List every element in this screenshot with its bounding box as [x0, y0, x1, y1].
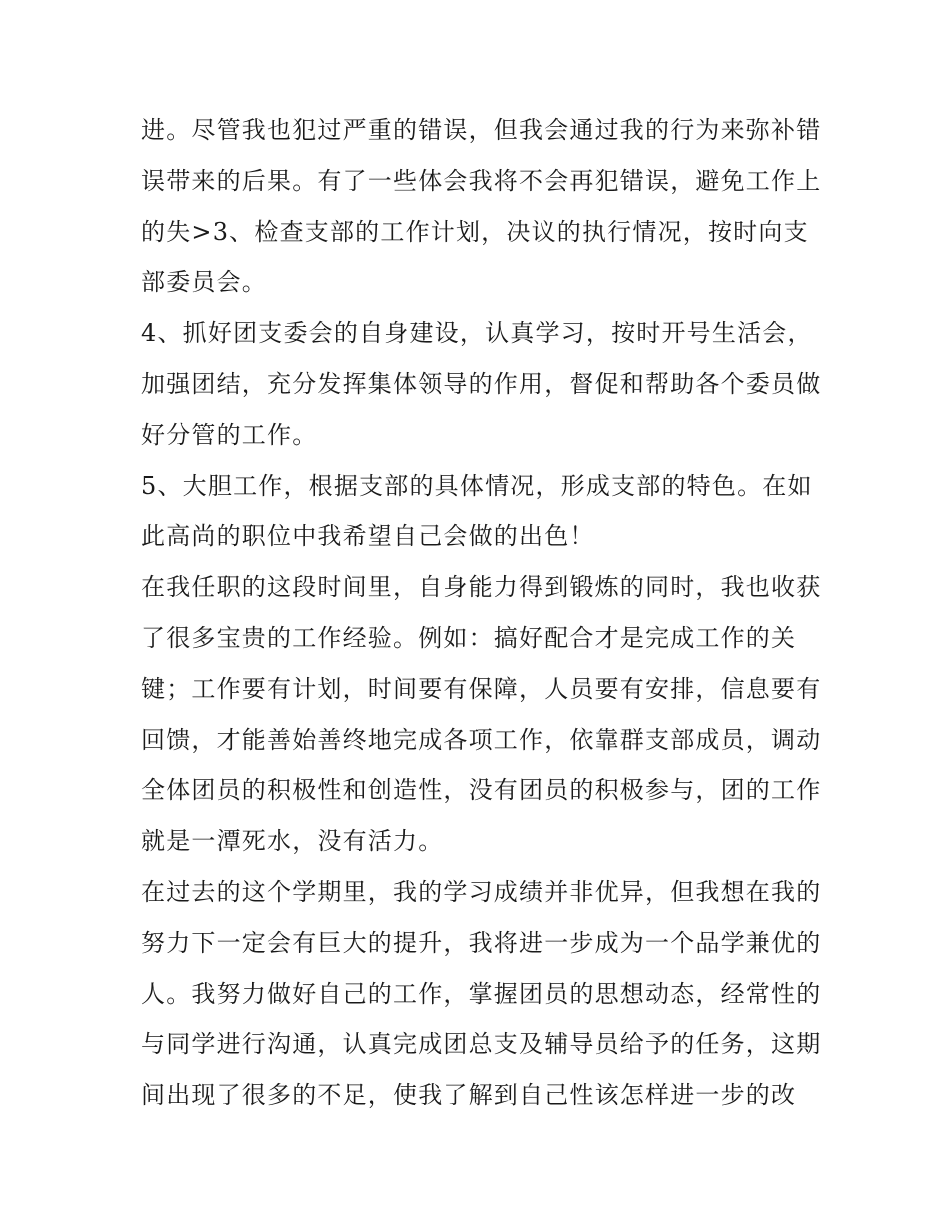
text-line: 回馈，才能善始善终地完成各项工作，依靠群支部成员，调动	[141, 725, 822, 754]
text-line: 与同学进行沟通，认真完成团总支及辅导员给予的任务，这期	[141, 1030, 822, 1059]
text-line: 此高尚的职位中我希望自己会做的出色！	[141, 522, 595, 551]
text-line: 进。尽管我也犯过严重的错误，但我会通过我的行为来弥补错	[141, 116, 822, 144]
text-line: 加强团结，充分发挥集体领导的作用，督促和帮助各个委员做	[141, 369, 822, 398]
document-body	[141, 105, 821, 1121]
text-line: 努力下一定会有巨大的提升，我将进一步成为一个品学兼优的	[141, 928, 822, 957]
text-line: 5、大胆工作，根据支部的具体情况，形成支部的特色。在如	[141, 471, 813, 500]
text-line: 了很多宝贵的工作经验。例如：搞好配合才是完成工作的关	[141, 623, 797, 652]
text-line: 人。我努力做好自己的工作，掌握团员的思想动态，经常性的	[141, 979, 822, 1008]
text-line: 好分管的工作。	[141, 420, 318, 449]
text-line: 部委员会。	[141, 268, 267, 297]
text-line: 的失>3、检查支部的工作计划，决议的执行情况，按时向支	[141, 217, 809, 246]
text-line: 4、抓好团支委会的自身建设，认真学习，按时开号生活会，	[141, 319, 813, 348]
text-line: 在我任职的这段时间里，自身能力得到锻炼的同时，我也收获	[141, 573, 822, 602]
text-line: 在过去的这个学期里，我的学习成绩并非优异，但我想在我的	[141, 877, 822, 906]
text-line: 误带来的后果。有了一些体会我将不会再犯错误，避免工作上	[141, 166, 822, 195]
text-line: 间出现了很多的不足，使我了解到自己性该怎样进一步的改	[141, 1081, 797, 1110]
text-line: 就是一潭死水，没有活力。	[141, 827, 444, 856]
text-line: 键；工作要有计划，时间要有保障，人员要有安排，信息要有	[141, 674, 822, 703]
text-line: 全体团员的积极性和创造性，没有团员的积极参与，团的工作	[141, 776, 822, 805]
